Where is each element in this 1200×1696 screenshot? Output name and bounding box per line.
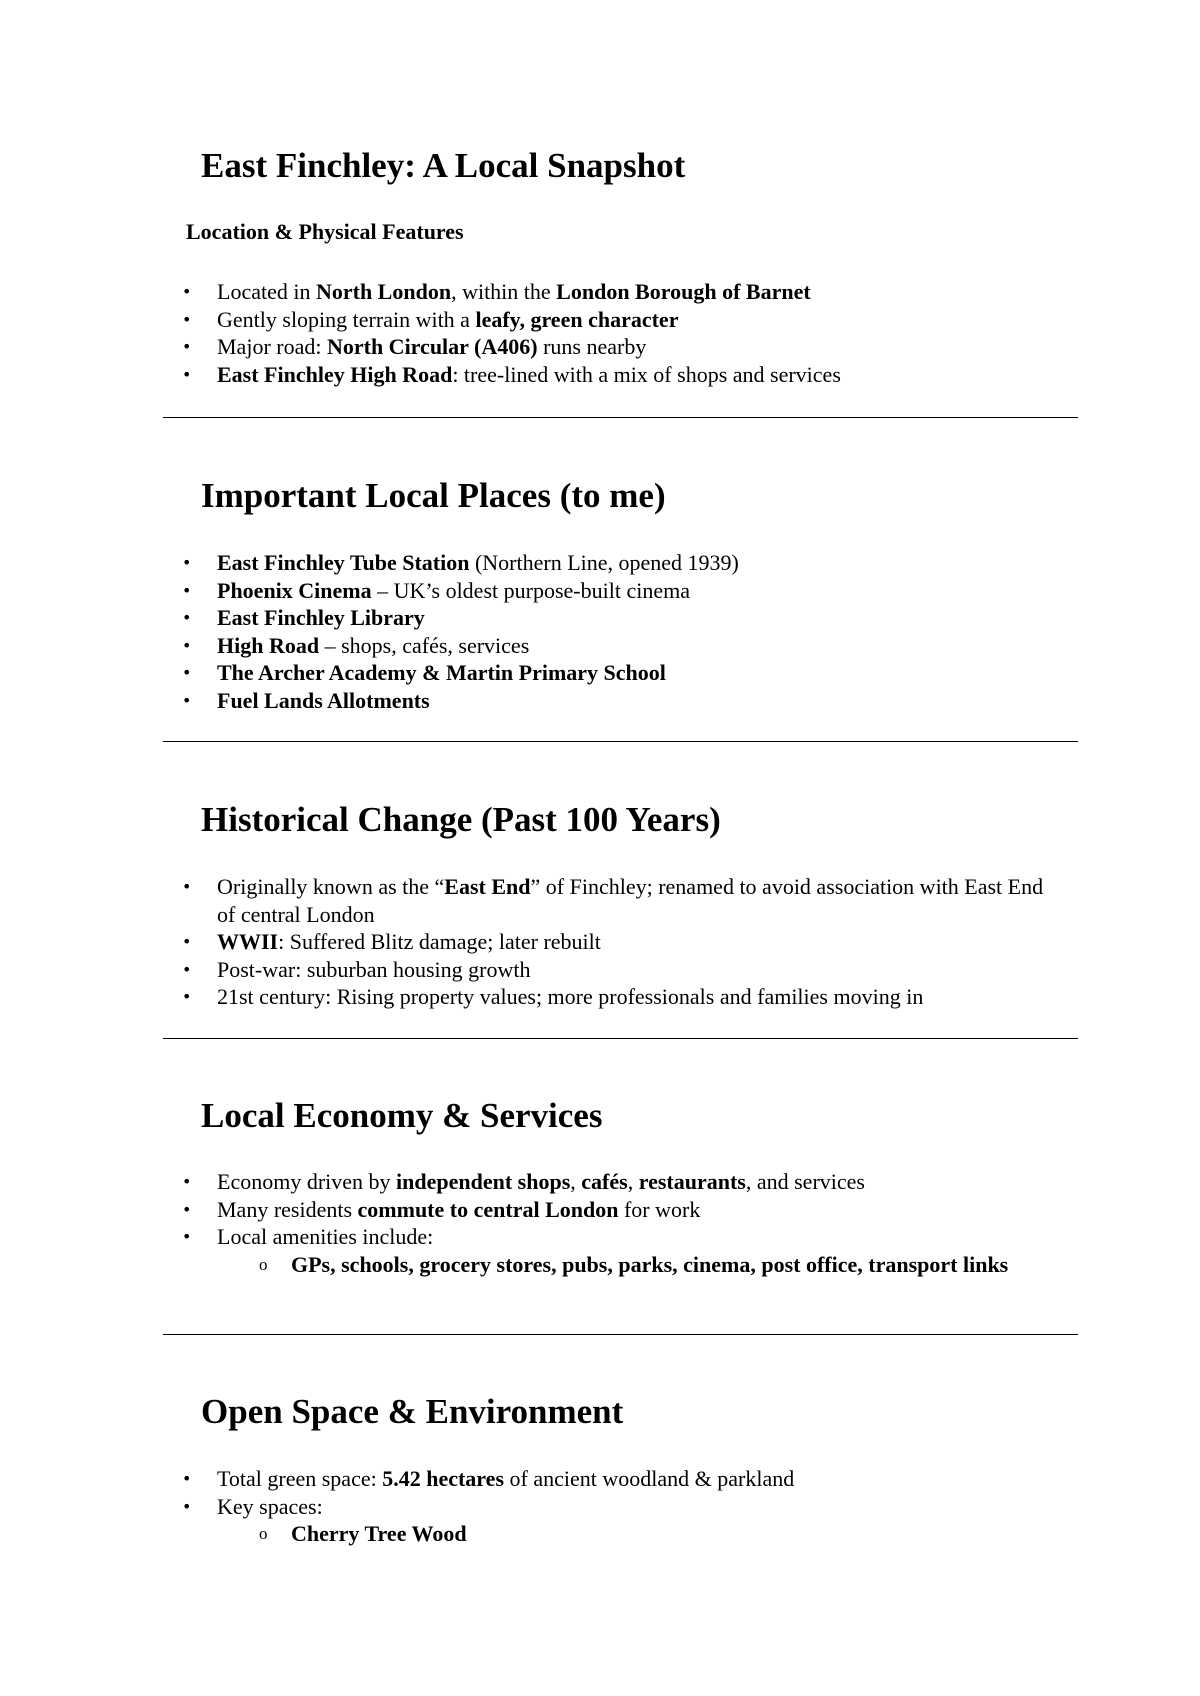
location-list (0, 278, 1200, 388)
section-divider (163, 741, 1078, 742)
key-spaces-sublist (217, 1520, 1057, 1549)
list-item: • Phoenix Cinema – UK’s oldest purpose-built cinema (0, 577, 1057, 605)
list-item: • Local amenities include: o GPs, schools, grocery stores, pubs, parks, cinema, post office, transport links (0, 1223, 1057, 1279)
openspace-heading: Open Space & Environment (201, 1392, 624, 1431)
list-item: • Fuel Lands Allotments (0, 687, 1057, 715)
list-item: • Gently sloping terrain with a leafy, green character (0, 306, 1057, 334)
list-item: • 21st century: Rising property values; more professionals and families moving in (0, 983, 1057, 1011)
list-item: • East Finchley Tube Station (Northern Line, opened 1939) (0, 549, 1057, 577)
list-item: • Post-war: suburban housing growth (0, 956, 1057, 984)
list-item: • High Road – shops, cafés, services (0, 632, 1057, 660)
list-item: • Total green space: 5.42 hectares of ancient woodland & parkland (0, 1465, 1057, 1493)
section-divider (163, 417, 1078, 418)
section-divider (163, 1038, 1078, 1039)
sub-list-item: o GPs, schools, grocery stores, pubs, parks, cinema, post office, transport links (291, 1251, 1057, 1280)
location-heading: Location & Physical Features (186, 219, 464, 244)
history-heading: Historical Change (Past 100 Years) (201, 800, 721, 839)
list-item: • The Archer Academy & Martin Primary School (0, 659, 1057, 687)
sub-list-item: o Cherry Tree Wood (291, 1520, 1057, 1549)
page-title: East Finchley: A Local Snapshot (201, 146, 686, 185)
openspace-list (0, 1465, 1200, 1549)
economy-heading: Local Economy & Services (201, 1096, 603, 1135)
list-item: • Located in North London, within the London Borough of Barnet (0, 278, 1057, 306)
list-item: • East Finchley Library (0, 604, 1057, 632)
list-item: • Originally known as the “East End” of Finchley; renamed to avoid association with East End of central London (0, 873, 1057, 928)
history-list (0, 873, 1200, 1011)
economy-list (0, 1168, 1200, 1279)
list-item: • Economy driven by independent shops, cafés, restaurants, and services (0, 1168, 1057, 1196)
amenities-sublist (217, 1251, 1057, 1280)
list-item: • Key spaces: o Cherry Tree Wood (0, 1493, 1057, 1549)
list-item: • WWII: Suffered Blitz damage; later rebuilt (0, 928, 1057, 956)
list-item: • East Finchley High Road: tree-lined with a mix of shops and services (0, 361, 1057, 389)
list-item: • Major road: North Circular (A406) runs nearby (0, 333, 1057, 361)
section-divider (163, 1334, 1078, 1335)
places-heading: Important Local Places (to me) (201, 476, 666, 515)
places-list (0, 549, 1200, 715)
list-item: • Many residents commute to central London for work (0, 1196, 1057, 1224)
